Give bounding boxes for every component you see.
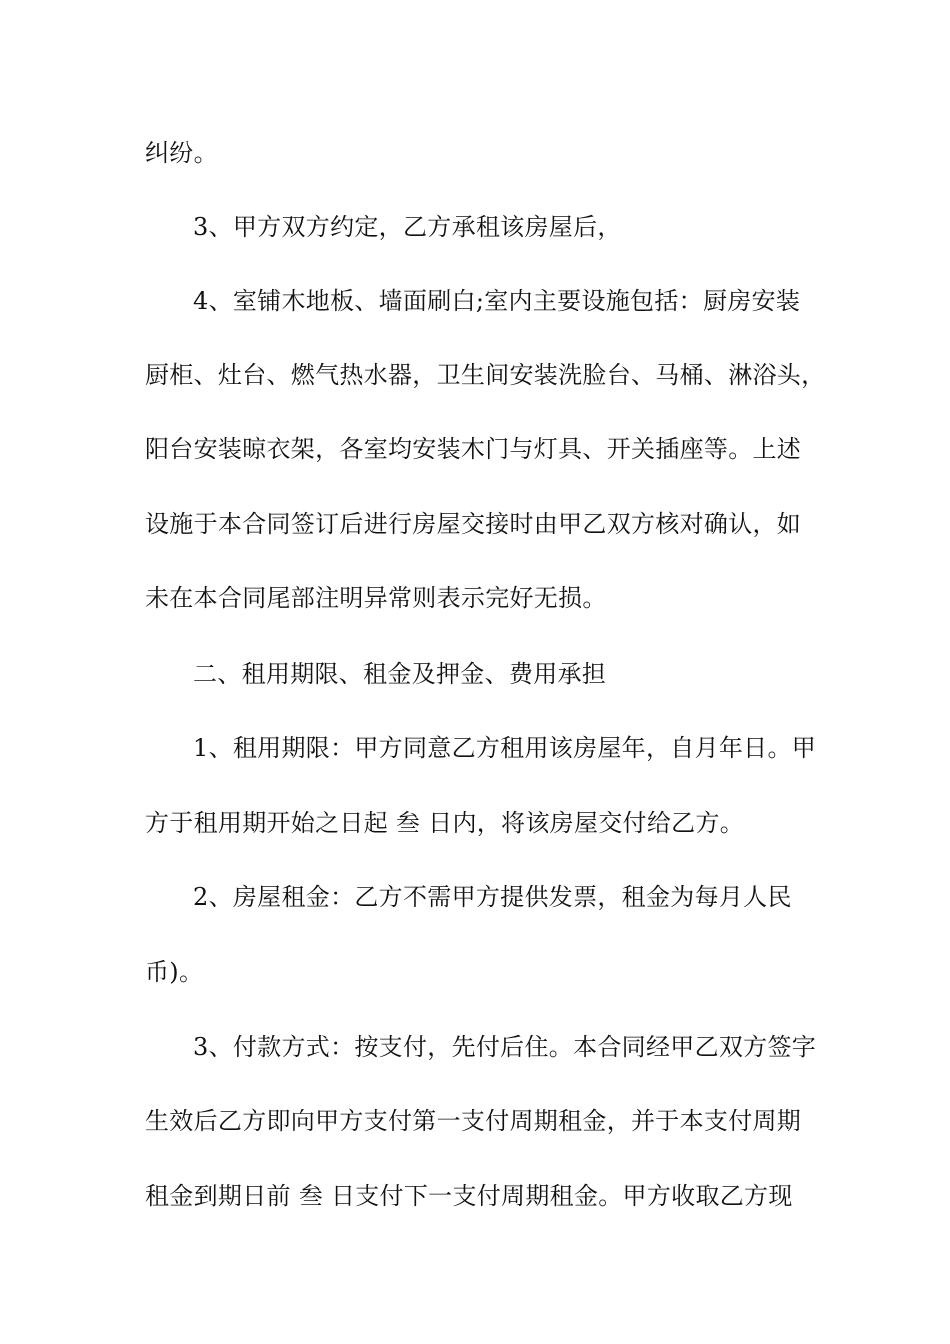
text-line-5: 阳台安装晾衣架，各室均安装木门与灯具、开关插座等。上述 — [145, 435, 802, 463]
text-line-1: 纠纷。 — [145, 139, 218, 167]
text-line-12: 币)。 — [145, 958, 204, 986]
text-line-10: 方于租用期开始之日起 叁 日内，将该房屋交付给乙方。 — [145, 809, 745, 837]
text-line-3: 4、室铺木地板、墙面刷白;室内主要设施包括：厨房安装 — [193, 287, 801, 315]
text-line-9: 1、租用期限：甲方同意乙方租用该房屋年，自月年日。甲 — [193, 734, 817, 762]
text-line-4: 厨柜、灶台、燃气热水器，卫生间安装洗脸台、马桶、淋浴头， — [145, 361, 826, 389]
text-line-7: 未在本合同尾部注明异常则表示完好无损。 — [145, 584, 607, 612]
text-line-14: 生效后乙方即向甲方支付第一支付周期租金，并于本支付周期 — [145, 1107, 802, 1135]
text-line-13: 3、付款方式：按支付，先付后住。本合同经甲乙双方签字 — [193, 1033, 817, 1061]
text-line-15: 租金到期日前 叁 日支付下一支付周期租金。甲方收取乙方现 — [145, 1182, 793, 1210]
text-line-6: 设施于本合同签订后进行房屋交接时由甲乙双方核对确认，如 — [145, 510, 802, 538]
section-heading: 二、租用期限、租金及押金、费用承担 — [193, 660, 607, 688]
text-line-2: 3、甲方双方约定，乙方承租该房屋后， — [193, 213, 622, 241]
text-line-11: 2、房屋租金：乙方不需甲方提供发票，租金为每月人民 — [193, 883, 792, 911]
